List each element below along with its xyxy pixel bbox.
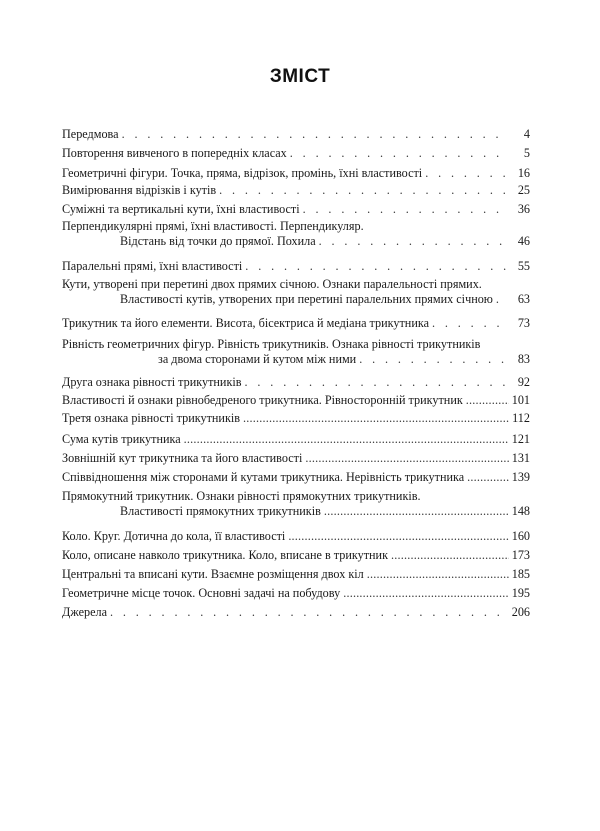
- toc-entry-line: [62, 234, 530, 249]
- dot-leader: [305, 451, 508, 466]
- toc-page-number: 55: [517, 259, 530, 273]
- dot-leader: [359, 352, 509, 367]
- toc-entry-title: Вимірювання відрізків і кутів: [62, 183, 217, 197]
- toc-page-number: 4: [523, 127, 530, 141]
- dot-leader: [245, 375, 509, 390]
- toc-entry-line: [62, 504, 530, 519]
- toc-entry: [62, 586, 530, 601]
- toc-page-number: 46: [517, 234, 530, 248]
- page-title: ЗМІСТ: [269, 66, 331, 87]
- toc-entry-line: [62, 470, 530, 485]
- toc-entry-line: [62, 393, 530, 408]
- toc-entry-line: [62, 451, 530, 466]
- toc-entry-line: [62, 146, 530, 161]
- toc-entry-line-continued: [62, 219, 530, 234]
- toc-entry: [62, 183, 530, 198]
- toc-entry-title: Властивості кутів, утворених при перетині паралельних прямих січною: [120, 292, 493, 306]
- toc-entry-title: Зовнішній кут трикутника та його властивості: [62, 451, 303, 465]
- toc-page-number: 101: [511, 393, 530, 407]
- dot-leader: [219, 183, 509, 198]
- toc-page-number: 63: [517, 292, 530, 306]
- toc-entry-title: Центральні та вписані кути. Взаємне розміщення двох кіл: [62, 567, 364, 581]
- toc-entry: [62, 548, 530, 563]
- toc-entry-title: Рівність геометричних фігур. Рівність трикутників. Ознака рівності трикутників: [62, 337, 481, 351]
- dot-leader: [319, 234, 509, 249]
- toc-entry: [62, 146, 530, 161]
- toc-entry-title: Передмова: [62, 127, 119, 141]
- toc-page-number: 5: [523, 146, 530, 160]
- toc-entry-line: [62, 127, 530, 142]
- toc-entry-line: [62, 166, 530, 181]
- toc-entry: [62, 529, 530, 544]
- toc-entry-line: [62, 586, 530, 601]
- toc-page-number: 121: [511, 432, 530, 446]
- toc-entry-line: [62, 259, 530, 274]
- toc-entry: [62, 451, 530, 466]
- toc-entry-line: [62, 529, 530, 544]
- toc-entry-title: Геометричне місце точок. Основні задачі на побудову: [62, 586, 341, 600]
- toc-entry: [62, 127, 530, 142]
- dot-leader: [122, 127, 509, 142]
- toc-entry-title: Сума кутів трикутника: [62, 432, 181, 446]
- toc-entry-title: Паралельні прямі, їхні властивості: [62, 259, 243, 273]
- toc-page-number: 112: [512, 411, 530, 425]
- dot-leader: [288, 529, 508, 544]
- toc-entry-title: Повторення вивченого в попередніх класах: [62, 146, 287, 160]
- dot-leader: [467, 470, 509, 485]
- toc-entry-title: Суміжні та вертикальні кути, їхні властивості: [62, 202, 300, 216]
- dot-leader: [343, 586, 509, 601]
- toc-page-number: 195: [511, 586, 530, 600]
- dot-leader: [425, 166, 509, 181]
- dot-leader: [245, 259, 509, 274]
- toc-page-number: 185: [511, 567, 530, 581]
- toc-entry: [62, 605, 530, 620]
- toc-entry: [62, 166, 530, 181]
- toc-entry-line: [62, 352, 530, 367]
- toc-entry-line: [62, 183, 530, 198]
- dot-leader: [391, 548, 509, 563]
- toc-page-number: 36: [517, 202, 530, 216]
- toc-entry: [62, 375, 530, 390]
- toc-entry: [62, 277, 530, 307]
- toc-entry: [62, 337, 530, 367]
- toc-entry-title: Властивості й ознаки рівнобедреного трикутника. Рівносторонній трикутник: [62, 393, 463, 407]
- toc-page-number: 173: [511, 548, 530, 562]
- toc-entry: [62, 202, 530, 217]
- toc-entry-line: [62, 411, 530, 426]
- toc-entry-title: Співвідношення між сторонами й кутами трикутника. Нерівність трикутника: [62, 470, 465, 484]
- dot-leader: [290, 146, 509, 161]
- toc-entry-line-continued: [62, 277, 530, 292]
- toc-entry-line: [62, 375, 530, 390]
- toc-page-number: 92: [517, 375, 530, 389]
- dot-leader: [110, 605, 509, 620]
- toc-entry-title: Третя ознака рівності трикутників: [62, 411, 241, 425]
- toc-entry: [62, 219, 530, 249]
- toc-entry-title: Коло, описане навколо трикутника. Коло, вписане в трикутник: [62, 548, 388, 562]
- toc-entry-title: за двома сторонами й кутом між ними: [158, 352, 357, 366]
- dot-leader: [243, 411, 509, 426]
- toc-entry-title: Коло. Круг. Дотична до кола, її властивості: [62, 529, 286, 543]
- toc-entry: [62, 567, 530, 582]
- toc-entry-line-continued: [62, 337, 530, 352]
- toc-entry-line: [62, 292, 530, 307]
- toc-entry: [62, 393, 530, 408]
- toc-page-number: 131: [511, 451, 530, 465]
- toc-entry-title: Джерела: [62, 605, 107, 619]
- dot-leader: [303, 202, 509, 217]
- toc-page-number: 139: [511, 470, 530, 484]
- toc-entry: [62, 470, 530, 485]
- toc-entry-title: Прямокутний трикутник. Ознаки рівності прямокутних трикутників.: [62, 489, 421, 503]
- toc-page-number: 25: [517, 183, 530, 197]
- dot-leader: [324, 504, 509, 519]
- toc-page-number: 73: [517, 316, 530, 330]
- toc-entry-line: [62, 316, 530, 331]
- toc-entry-line: [62, 567, 530, 582]
- toc-entry-title: Властивості прямокутних трикутників: [120, 504, 321, 518]
- toc-entry-title: Друга ознака рівності трикутників: [62, 375, 242, 389]
- dot-leader: [432, 316, 509, 331]
- toc-entry-line-continued: [62, 489, 530, 504]
- dot-leader: [466, 393, 509, 408]
- toc-page-number: 83: [517, 352, 530, 366]
- toc-entry-title: Відстань від точки до прямої. Похила: [120, 234, 316, 248]
- toc-entry: [62, 411, 530, 426]
- toc-entry-line: [62, 202, 530, 217]
- toc-entry-title: Геометричні фігури. Точка, пряма, відрізок, промінь, їхні властивості: [62, 166, 423, 180]
- toc-entry-line: [62, 605, 530, 620]
- toc-entry: [62, 316, 530, 331]
- toc-page-number: 160: [511, 529, 530, 543]
- toc-entry-title: Перпендикулярні прямі, їхні властивості. Перпендикуляр.: [62, 219, 364, 233]
- toc-entry: [62, 259, 530, 274]
- dot-leader: [496, 292, 509, 307]
- dot-leader: [367, 567, 509, 582]
- toc-page-number: 206: [511, 605, 530, 619]
- dot-leader: [184, 432, 509, 447]
- toc-page-number: 148: [511, 504, 530, 518]
- toc-entry-line: [62, 548, 530, 563]
- toc-page-number: 16: [517, 166, 530, 180]
- toc-entry: [62, 432, 530, 447]
- toc-entry-line: [62, 432, 530, 447]
- toc-entry-title: Кути, утворені при перетині двох прямих січною. Ознаки паралельності прямих.: [62, 277, 482, 291]
- toc-entry-title: Трикутник та його елементи. Висота, бісектриса й медіана трикутника: [62, 316, 429, 330]
- toc-entry: [62, 489, 530, 519]
